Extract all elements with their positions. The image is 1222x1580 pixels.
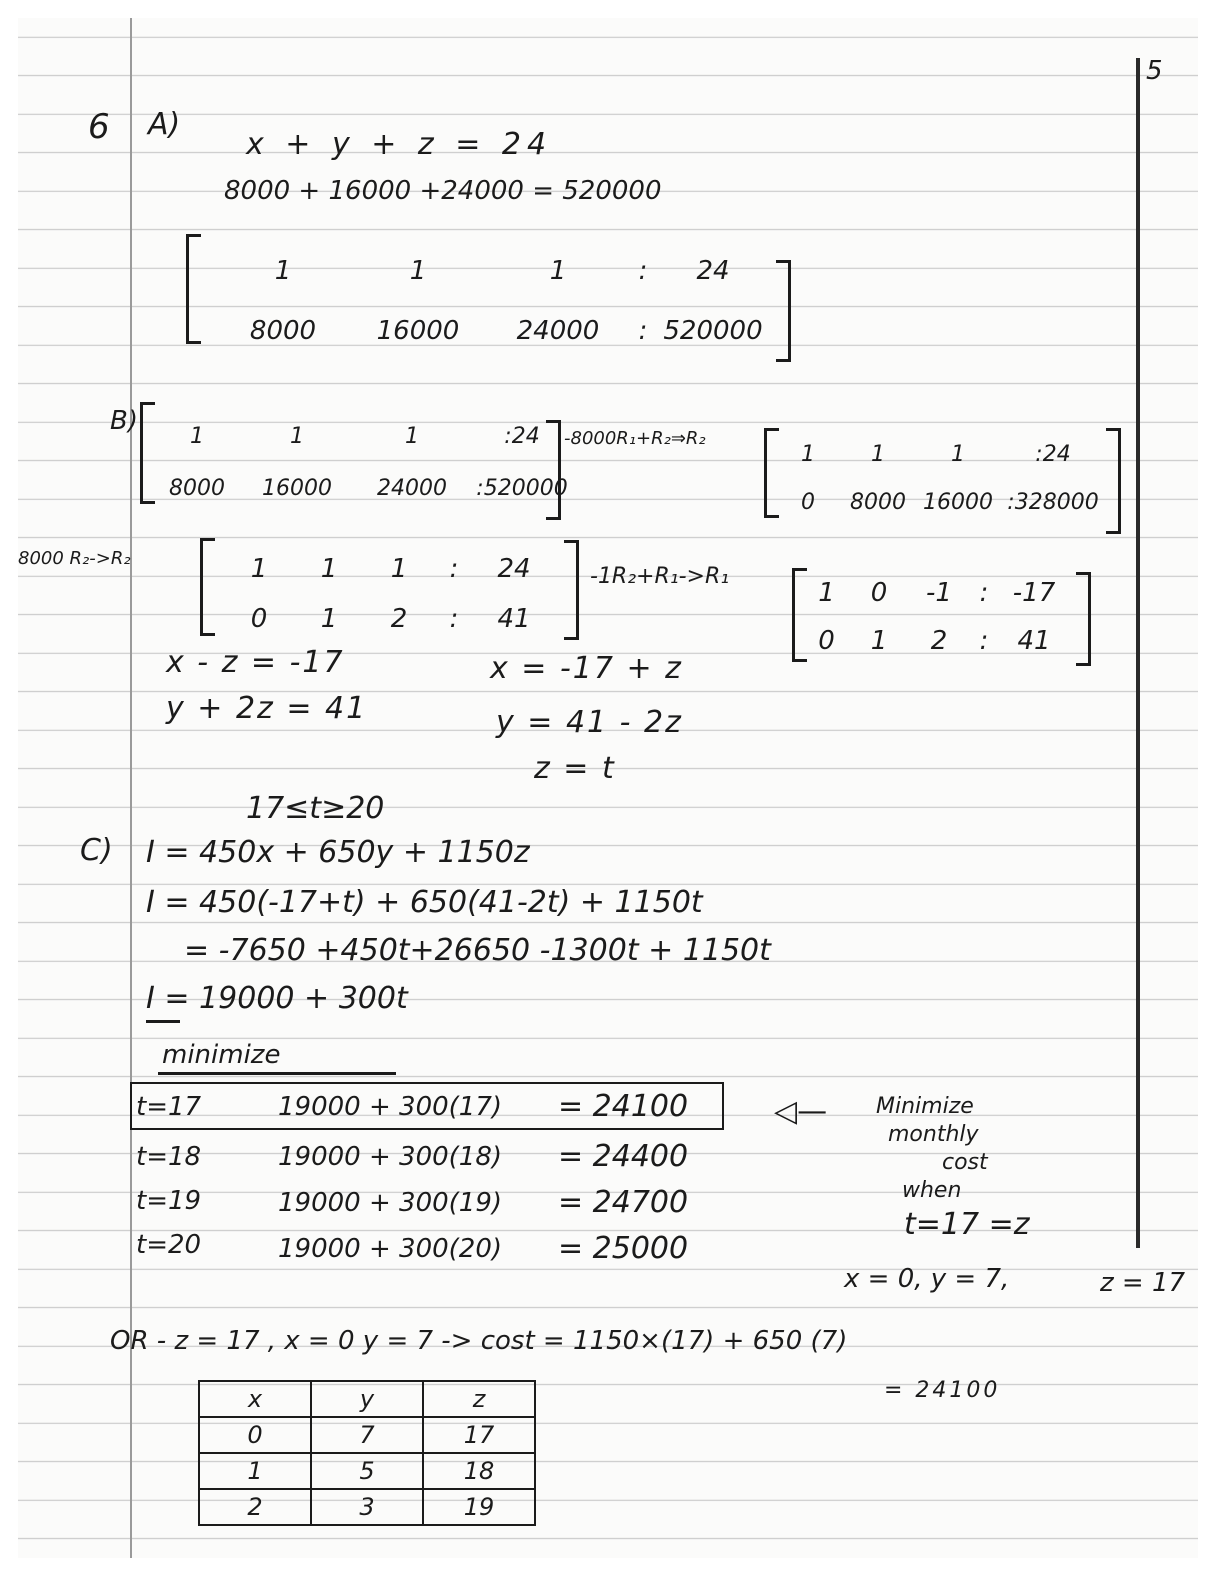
part-c-label: C) bbox=[80, 833, 113, 868]
cell: : bbox=[979, 578, 989, 608]
cell: 1 bbox=[405, 424, 419, 449]
table-row bbox=[199, 1489, 535, 1525]
cell: 8000 bbox=[249, 316, 317, 346]
cell: 1 bbox=[801, 442, 815, 467]
cost-substitution: I = 450(-17+t) + 650(41-2t) + 1150t bbox=[146, 885, 703, 920]
cost-expr-1: 19000 + 300(17) bbox=[278, 1092, 503, 1122]
table-row bbox=[199, 1453, 535, 1489]
cell: :24 bbox=[504, 424, 540, 449]
table-row bbox=[199, 1417, 535, 1453]
note-line-5: t=17 =z bbox=[904, 1207, 1030, 1242]
part-a-label: A) bbox=[148, 107, 181, 142]
cell: 2 bbox=[390, 604, 408, 634]
cell: 24000 bbox=[516, 316, 600, 346]
values-table bbox=[198, 1380, 536, 1526]
matrix-b3-bracket-right bbox=[564, 540, 579, 640]
table-cell: 0 bbox=[199, 1417, 311, 1453]
matrix-b3-row1 bbox=[224, 556, 554, 582]
table-cell: 18 bbox=[423, 1453, 535, 1489]
row-op-2: 8000 R₂->R₂ bbox=[18, 548, 131, 569]
table-cell: 19 bbox=[423, 1489, 535, 1525]
cell: : bbox=[449, 604, 459, 634]
cell: 41 bbox=[1017, 626, 1051, 656]
matrix-b4-row1 bbox=[804, 580, 1069, 606]
note-line-6: x = 0, y = 7, bbox=[844, 1264, 1010, 1294]
matrix-a-row2 bbox=[218, 318, 768, 344]
cell: 1 bbox=[320, 604, 338, 634]
cost-function: I = 450x + 650y + 1150z bbox=[146, 835, 530, 870]
matrix-b2-row1 bbox=[778, 444, 1108, 466]
cell: 0 bbox=[818, 626, 835, 656]
solution-y: y = 41 - 2z bbox=[496, 705, 683, 740]
cost-val-3: = 24700 bbox=[558, 1185, 689, 1220]
table-cell: 5 bbox=[311, 1453, 423, 1489]
t-range: 17≤t≥20 bbox=[246, 791, 385, 826]
cell: 8000 bbox=[169, 476, 225, 501]
equation-sum: x + y + z = 24 bbox=[246, 127, 553, 162]
cell: : bbox=[638, 256, 648, 286]
cell: -17 bbox=[1012, 578, 1056, 608]
solution-x: x = -17 + z bbox=[490, 651, 683, 686]
cell: 0 bbox=[250, 604, 268, 634]
t-value-4: t=20 bbox=[136, 1230, 202, 1260]
notebook-page bbox=[18, 18, 1198, 1558]
cell: 41 bbox=[497, 604, 531, 634]
cost-expr-2: 19000 + 300(18) bbox=[278, 1142, 503, 1172]
table-cell: 3 bbox=[311, 1489, 423, 1525]
cell: 520000 bbox=[663, 316, 763, 346]
row-op-1: -8000R₁+R₂⇒R₂ bbox=[564, 428, 706, 449]
t-value-3: t=19 bbox=[136, 1186, 202, 1216]
system-eq-1: x - z = -17 bbox=[166, 645, 345, 680]
cell: : bbox=[979, 626, 989, 656]
table-cell: 17 bbox=[423, 1417, 535, 1453]
question-number: 6 bbox=[88, 107, 110, 147]
t-value-1: t=17 bbox=[136, 1092, 202, 1122]
cell: 1 bbox=[190, 424, 204, 449]
cell: :328000 bbox=[1007, 490, 1099, 515]
matrix-b1-row2 bbox=[152, 478, 572, 500]
cost-expanded: = -7650 +450t+26650 -1300t + 1150t bbox=[184, 933, 771, 968]
corner-mark: 5 bbox=[1146, 56, 1163, 86]
note-line-1: Minimize bbox=[876, 1094, 974, 1119]
cell: 1 bbox=[274, 256, 292, 286]
table-header-row bbox=[199, 1381, 535, 1417]
cell: 1 bbox=[250, 554, 268, 584]
part-b-label: B) bbox=[110, 406, 138, 436]
cell: 16000 bbox=[376, 316, 460, 346]
cell: 1 bbox=[320, 554, 338, 584]
cell: 24 bbox=[497, 554, 531, 584]
note-line-4: when bbox=[902, 1178, 962, 1203]
header-z: z bbox=[423, 1381, 535, 1417]
cell: : bbox=[449, 554, 459, 584]
cell: 24 bbox=[696, 256, 730, 286]
matrix-a-bracket-left bbox=[186, 234, 201, 344]
note-line-7: z = 17 bbox=[1100, 1268, 1186, 1298]
matrix-b3-row2 bbox=[224, 606, 554, 632]
note-line-2: monthly bbox=[888, 1122, 979, 1147]
cell: 1 bbox=[549, 256, 567, 286]
matrix-b4-row2 bbox=[804, 628, 1069, 654]
cost-val-2: = 24400 bbox=[558, 1139, 689, 1174]
solution-z: z = t bbox=[534, 751, 616, 786]
or-line: OR - z = 17 , x = 0 y = 7 -> cost = 1150×(17) + 650 (7) bbox=[110, 1326, 848, 1356]
matrix-a-row1 bbox=[218, 258, 768, 284]
cost-simplified: I = 19000 + 300t bbox=[146, 981, 408, 1016]
cell: 24000 bbox=[377, 476, 447, 501]
cell: 1 bbox=[870, 626, 888, 656]
row-op-3: -1R₂+R₁->R₁ bbox=[590, 564, 730, 589]
table-cell: 1 bbox=[199, 1453, 311, 1489]
cell: 8000 bbox=[850, 490, 906, 515]
cell: 16000 bbox=[923, 490, 993, 515]
cell: 1 bbox=[290, 424, 304, 449]
header-x: x bbox=[199, 1381, 311, 1417]
system-eq-2: y + 2z = 41 bbox=[166, 691, 368, 726]
matrix-b2-bracket-left bbox=[764, 428, 779, 518]
cell: 1 bbox=[871, 442, 885, 467]
cell: 1 bbox=[818, 578, 835, 608]
cost-val-1: = 24100 bbox=[558, 1089, 689, 1124]
cell: 0 bbox=[801, 490, 815, 515]
matrix-b2-row2 bbox=[778, 492, 1108, 514]
cell: 1 bbox=[951, 442, 965, 467]
header-y: y bbox=[311, 1381, 423, 1417]
table-cell: 7 bbox=[311, 1417, 423, 1453]
note-line-3: cost bbox=[942, 1150, 988, 1175]
cell: 1 bbox=[390, 554, 408, 584]
matrix-b2-bracket-right bbox=[1106, 428, 1121, 534]
arrow-left-icon: ◁— bbox=[774, 1094, 828, 1129]
cell: -1 bbox=[926, 578, 952, 608]
cost-expr-4: 19000 + 300(20) bbox=[278, 1234, 503, 1264]
t-value-2: t=18 bbox=[136, 1142, 202, 1172]
underline-i bbox=[146, 1020, 180, 1023]
cost-val-4: = 25000 bbox=[558, 1231, 689, 1266]
matrix-b4-bracket-right bbox=[1076, 572, 1091, 666]
matrix-a-bracket-right bbox=[776, 260, 791, 362]
cell: 1 bbox=[409, 256, 427, 286]
cell: 2 bbox=[930, 626, 948, 656]
or-result: = 24100 bbox=[884, 1378, 1001, 1403]
cost-expr-3: 19000 + 300(19) bbox=[278, 1188, 503, 1218]
cell: : bbox=[638, 316, 648, 346]
cell: :520000 bbox=[476, 476, 568, 501]
underline-minimize bbox=[158, 1072, 396, 1075]
right-border-line bbox=[1136, 58, 1140, 1248]
minimize-label: minimize bbox=[162, 1040, 281, 1070]
matrix-b1-row1 bbox=[152, 426, 572, 448]
cell: 16000 bbox=[262, 476, 332, 501]
cell: 0 bbox=[870, 578, 888, 608]
equation-cost: 8000 + 16000 +24000 = 520000 bbox=[224, 176, 662, 206]
matrix-b3-bracket-left bbox=[200, 538, 215, 636]
table-cell: 2 bbox=[199, 1489, 311, 1525]
cell: :24 bbox=[1035, 442, 1071, 467]
